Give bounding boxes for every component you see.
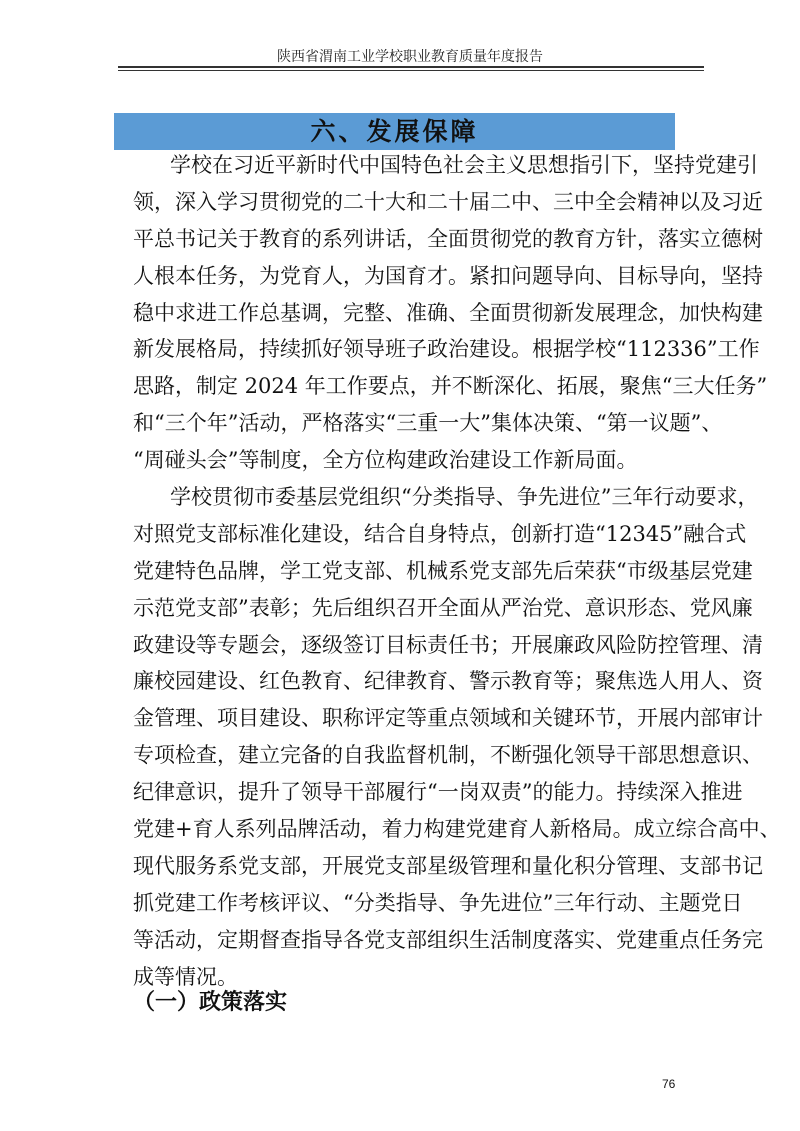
- paragraph: [133, 479, 781, 995]
- text-line: 成等情况。: [133, 964, 238, 989]
- text-line: 新发展格局，持续抓好领导班子政治建设。根据学校“112336”工作: [133, 337, 760, 362]
- text-line: 政建设等专题会，逐级签订目标责任书；开展廉政风险防控管理、清: [133, 632, 763, 657]
- header-rule-thin: [118, 70, 704, 71]
- text-line: 领，深入学习贯彻党的二十大和二十届二中、三中全会精神以及习近: [133, 189, 763, 214]
- subsection-heading: （一）政策落实: [133, 990, 288, 1015]
- text-line: 抓党建工作考核评议、“分类指导、争先进位”三年行动、主题党日: [133, 890, 743, 915]
- text-line: 平总书记关于教育的系列讲话，全面贯彻党的教育方针，落实立德树: [133, 226, 763, 251]
- text-line: 等活动，定期督查指导各党支部组织生活制度落实、党建重点任务完: [133, 927, 763, 952]
- text-line: 学校在习近平新时代中国特色社会主义思想指引下，坚持党建引: [170, 153, 758, 177]
- text-line: 思路，制定 2024 年工作要点，并不断深化、拓展，聚焦“三大任务”: [133, 374, 768, 399]
- page-number: 76: [662, 1077, 676, 1091]
- header-rule: [118, 66, 704, 68]
- text-line: 学校贯彻市委基层党组织“分类指导、争先进位”三年行动要求，: [170, 485, 759, 510]
- text-line: 示范党支部”表彰；先后组织召开全面从严治党、意识形态、党风廉: [133, 595, 753, 620]
- text-line: 党建特色品牌，学工党支部、机械系党支部先后荣获“市级基层党建: [133, 558, 753, 583]
- text-line: 人根本任务，为党育人，为国育才。紧扣问题导向、目标导向，坚持: [133, 263, 763, 288]
- text-line: 现代服务系党支部，开展党支部星级管理和量化积分管理、支部书记: [133, 853, 763, 878]
- text-line: 专项检查，建立完备的自我监督机制，不断强化领导干部思想意识、: [133, 743, 763, 768]
- paragraph: [133, 147, 768, 479]
- text-line: 稳中求进工作总基调，完整、准确、全面贯彻新发展理念，加快构建: [133, 300, 763, 325]
- body-text: [133, 147, 781, 995]
- text-line: 金管理、项目建设、职称评定等重点领域和关键环节，开展内部审计: [133, 706, 763, 731]
- section-title-banner: 六、发展保障: [114, 113, 675, 150]
- text-line: 纪律意识，提升了领导干部履行“一岗双责”的能力。持续深入推进: [133, 780, 743, 805]
- text-line: 和“三个年”活动，严格落实“三重一大”集体决策、“第一议题”、: [133, 411, 723, 436]
- text-line: 党建+育人系列品牌活动，着力构建党建育人新格局。成立综合高中、: [133, 817, 781, 842]
- running-header: 陕西省渭南工业学校职业教育质量年度报告: [277, 49, 543, 65]
- text-line: 廉校园建设、红色教育、纪律教育、警示教育等；聚焦选人用人、资: [133, 669, 763, 694]
- text-line: 对照党支部标准化建设，结合自身特点，创新打造“12345”融合式: [133, 521, 747, 546]
- text-line: “周碰头会”等制度，全方位构建政治建设工作新局面。: [133, 448, 638, 473]
